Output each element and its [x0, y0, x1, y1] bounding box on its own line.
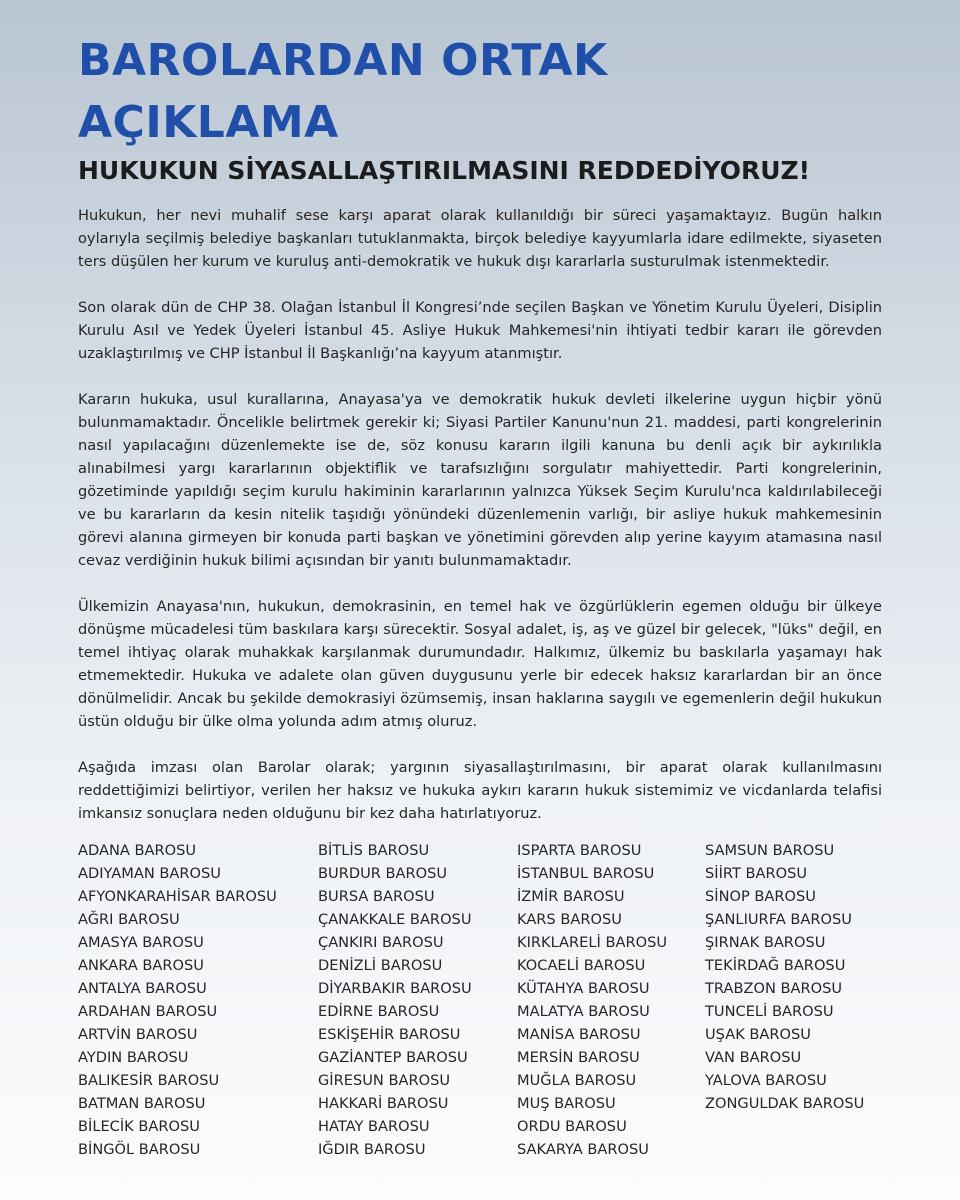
bar-association-item: AFYONKARAHİSAR BAROSU	[78, 888, 277, 905]
bar-association-item: SİNOP BAROSU	[705, 888, 816, 905]
bar-association-item: SAMSUN BAROSU	[705, 842, 835, 859]
bar-association-item: ŞANLIURFA BAROSU	[705, 911, 852, 928]
bar-association-item: BURDUR BAROSU	[318, 865, 448, 882]
bar-association-item: ANTALYA BAROSU	[78, 980, 207, 997]
bar-association-item: TEKİRDAĞ BAROSU	[705, 957, 846, 974]
bar-association-item: MALATYA BAROSU	[517, 1003, 650, 1020]
paragraph-1: Hukukun, her nevi muhalif sese karşı aparat olarak kullanıldığı bir süreci yaşamaktayız. Bugün halkın oylarıyla seçilmiş belediye başkanları tutuklanmakta, birçok belediye kayyumlarla idare edilmekte, siyaseten ters düşülen her kurum ve kuruluş anti-demokratik ve hukuk dışı kararlarla susturulmak istenmektedir.	[78, 207, 882, 270]
bar-association-item: BATMAN BAROSU	[78, 1095, 206, 1112]
bar-association-item: ÇANAKKALE BAROSU	[318, 911, 472, 928]
bar-association-item: KOCAELİ BAROSU	[517, 957, 646, 974]
bar-column-3	[517, 839, 705, 1161]
bar-association-item: UŞAK BAROSU	[705, 1026, 811, 1043]
bar-association-item: DENİZLİ BAROSU	[318, 957, 443, 974]
bar-association-item: ESKİŞEHİR BAROSU	[318, 1026, 461, 1043]
bar-association-item: MANİSA BAROSU	[517, 1026, 641, 1043]
bar-association-item: ADIYAMAN BAROSU	[78, 865, 221, 882]
paragraph-5: Aşağıda imzası olan Barolar olarak; yargının siyasallaştırılmasını, bir aparat olarak kullanılmasını reddettiğimizi belirtiyor, verilen her haksız ve hukuka aykırı kararın hukuk sistemimiz ve vicdanlarda telafisi imkansız sonuçlara neden olduğunu bir kez daha hatırlatıyoruz.	[78, 759, 882, 822]
bar-association-item: KARS BAROSU	[517, 911, 622, 928]
bar-association-item: EDİRNE BAROSU	[318, 1003, 440, 1020]
bar-association-item: İZMİR BAROSU	[517, 888, 625, 905]
bar-association-item: AMASYA BAROSU	[78, 934, 204, 951]
paragraph-3: Kararın hukuka, usul kurallarına, Anayasa'ya ve demokratik hukuk devleti ilkelerine uygun hiçbir yönü bulunmamaktadır. Öncelikle belirtmek gerekir ki; Siyasi Partiler Kanunu'nun 21. maddesi, parti kongrelerinin nasıl yapılacağını düzenlemekte ise de, söz konusu kararın ilgili kanuna bu denli açık bir aykırılıkla alınabilmesi yargı kararlarının objektiflik ve tarafsızlığını sorgulatır mahiyettedir. Parti kongrelerinin, gözetiminde yapıldığı seçim kurulu hakiminin kararlarının yalnızca Yüksek Seçim Kurulu'nca kaldırılabileceği ve bu kararların da kesin nitelik taşıdığı yönündeki düzenlemenin varlığı, bir asliye hukuk mahkemesinin görevi alanına girmeyen bir konuda parti başkan ve yönetimini görevden alıp yerine kayyım atamasına nasıl cevaz verdiğinin hukuk bilimi açısından bir yanıtı bulunmamaktadır.	[78, 391, 882, 569]
bar-association-item: KÜTAHYA BAROSU	[517, 980, 650, 997]
bar-association-item: HAKKARİ BAROSU	[318, 1095, 449, 1112]
bar-association-item: ADANA BAROSU	[78, 842, 197, 859]
bar-association-item: ORDU BAROSU	[517, 1118, 627, 1135]
bar-association-item: VAN BAROSU	[705, 1049, 802, 1066]
bar-association-item: ZONGULDAK BAROSU	[705, 1095, 865, 1112]
bar-association-item: BİTLİS BAROSU	[318, 842, 430, 859]
bar-association-item: ANKARA BAROSU	[78, 957, 204, 974]
bar-column-4	[705, 839, 880, 1161]
bar-association-item: MUŞ BAROSU	[517, 1095, 616, 1112]
bar-association-item: ŞIRNAK BAROSU	[705, 934, 826, 951]
bar-association-item: HATAY BAROSU	[318, 1118, 430, 1135]
bar-association-item: IĞDIR BAROSU	[318, 1141, 426, 1158]
document-subtitle: HUKUKUN SİYASALLAŞTIRILMASINI REDDEDİYORUZ!	[78, 156, 811, 185]
bar-association-item: BİLECİK BAROSU	[78, 1118, 200, 1135]
bar-association-item: KIRKLARELİ BAROSU	[517, 934, 668, 951]
bar-association-item: GİRESUN BAROSU	[318, 1072, 451, 1089]
bar-association-item: TRABZON BAROSU	[705, 980, 843, 997]
bar-association-item: YALOVA BAROSU	[705, 1072, 827, 1089]
bar-association-item: SAKARYA BAROSU	[517, 1141, 649, 1158]
bar-association-item: SİİRT BAROSU	[705, 865, 808, 882]
bar-association-item: ÇANKIRI BAROSU	[318, 934, 444, 951]
bar-association-item: AYDIN BAROSU	[78, 1049, 189, 1066]
bar-association-item: GAZİANTEP BAROSU	[318, 1049, 468, 1066]
bar-association-item: BURSA BAROSU	[318, 888, 435, 905]
bar-association-item: TUNCELİ BAROSU	[705, 1003, 834, 1020]
bar-association-item: BİNGÖL BAROSU	[78, 1141, 201, 1158]
bar-association-item: AĞRI BAROSU	[78, 911, 180, 928]
document-title: BAROLARDAN ORTAK AÇIKLAMA	[78, 35, 608, 148]
bar-association-item: BALIKESİR BAROSU	[78, 1072, 220, 1089]
bar-association-item: ISPARTA BAROSU	[517, 842, 642, 859]
bar-association-item: ARDAHAN BAROSU	[78, 1003, 218, 1020]
bar-column-1	[78, 839, 318, 1161]
bar-association-item: MUĞLA BAROSU	[517, 1072, 637, 1089]
bar-column-2	[318, 839, 517, 1161]
bar-association-item: İSTANBUL BAROSU	[517, 865, 655, 882]
bar-association-item: ARTVİN BAROSU	[78, 1026, 198, 1043]
bar-association-item: MERSİN BAROSU	[517, 1049, 640, 1066]
paragraph-4: Ülkemizin Anayasa'nın, hukukun, demokrasinin, en temel hak ve özgürlüklerin egemen olduğu bir ülkeye dönüşme mücadelesi tüm baskılara karşı sürecektir. Sosyal adalet, iş, aş ve güzel bir gelecek, "lüks" değil, en temel ihtiyaç olarak muhakkak karşılanmak durumundadır. Halkımız, ülkemiz bu baskılarla yaşamayı hak etmemektedir. Hukuka ve adalete olan güven duygusunu yerle bir edecek haksız kararlardan bir an önce dönülmelidir. Ancak bu şekilde demokrasiyi özümsemiş, insan haklarına saygılı ve egemenlerin değil hukukun üstün olduğu bir ülke olma yolunda adım atmış oluruz.	[78, 598, 882, 730]
paragraph-2: Son olarak dün de CHP 38. Olağan İstanbul İl Kongresi’nde seçilen Başkan ve Yönetim Kurulu Üyeleri, Disiplin Kurulu Asıl ve Yedek Üyeleri İstanbul 45. Asliye Hukuk Mahkemesi'nin ihtiyati tedbir kararı ile görevden uzaklaştırılmış ve CHP İstanbul İl Başkanlığı’na kayyum atanmıştır.	[78, 299, 882, 362]
bar-association-item: DİYARBAKIR BAROSU	[318, 980, 472, 997]
signatory-bar-list	[78, 839, 882, 1161]
